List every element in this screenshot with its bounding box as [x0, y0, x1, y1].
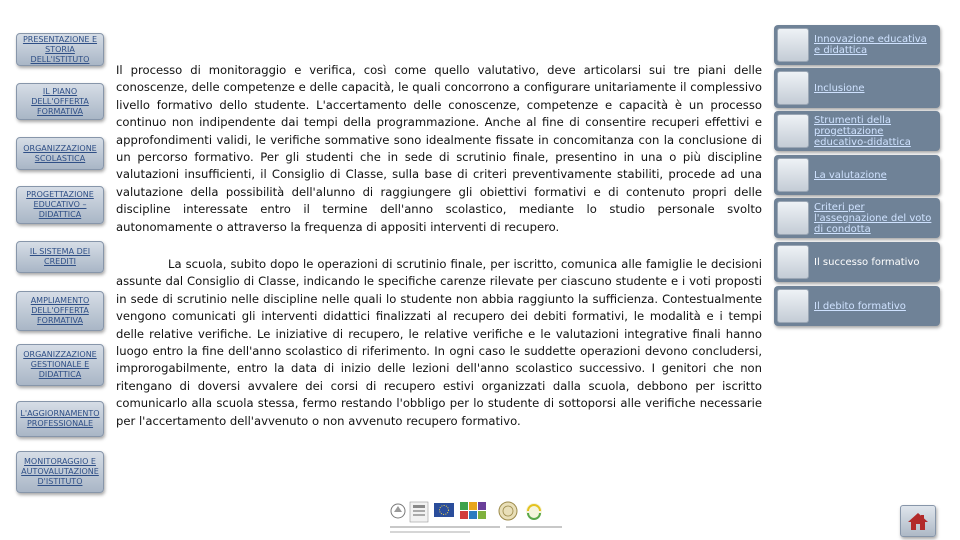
nav-label: PROGETTAZIONE EDUCATIVO – DIDATTICA	[26, 190, 94, 219]
rnav-innovazione[interactable]	[774, 25, 940, 65]
programme-logo	[460, 502, 486, 519]
nav-label: IL PIANO DELL'OFFERTA FORMATIVA	[31, 86, 89, 116]
rnav-label: Innovazione educativa e didattica	[814, 34, 927, 56]
home-button[interactable]	[900, 505, 936, 537]
nav-label: L'AGGIORNAMENTO PROFESSIONALE	[20, 409, 100, 428]
rnav-debito-formativo[interactable]	[774, 286, 940, 326]
nav-label: AMPLIAMENTO DELL'OFFERTA FORMATIVA	[30, 296, 90, 325]
nav-label: ORGANIZZAZIONE GESTIONALE E DIDATTICA	[23, 350, 97, 379]
institution-logos	[388, 498, 564, 538]
nav-label: IL SISTEMA DEI CREDITI	[29, 247, 91, 266]
nav-piano-offerta-formativa[interactable]	[16, 83, 104, 120]
thumbnail-box	[777, 245, 809, 279]
nav-label: PRESENTAZIONE E STORIA DELL'ISTITUTO	[22, 34, 98, 64]
content-paragraph-2: La scuola, subito dopo le operazioni di scrutinio finale, per iscritto, comunica alle famiglie le decisioni assunte dal Consiglio di Classe, indicando le specifiche carenze rilevate per ciascuno studente e i voti proposti in sede di scrutinio nelle discipline nelle quali lo studente non abbia raggiunto la sufficienza. Contestualmente vengono comunicati gli interventi didattici finalizzati al recupero dei debiti formativi, le modalità e i tempi delle relative verifiche. Le iniziative di recupero, le relative verifiche e le valutazioni integrative finali hanno luogo entro la fine dell'anno scolastico di riferimento. In ogni caso le suddette operazioni devono concludersi, improrogabilmente, entro la data di inizio delle lezioni dell'anno scolastico successivo. I genitori che non ritengano di doversi avvalere dei corsi di recupero estivi organizzati dalla scuola, debbono per iscritto comunicarlo alla scuola stessa, fermo restando l'obbligo per lo studente di sottoporsi alle verifiche necessarie per l'accertamento dell'avvenuto o non avvenuto recupero formativo.	[116, 257, 762, 428]
nav-organizzazione-gestionale[interactable]	[16, 344, 104, 386]
nav-ampliamento-offerta[interactable]	[16, 291, 104, 331]
seal-logo	[499, 502, 517, 520]
thumbnail-box	[777, 28, 809, 62]
nav-label: ORGANIZZAZIONE SCOLASTICA	[23, 143, 97, 163]
nav-presentazione-storia[interactable]	[16, 33, 104, 66]
nav-sistema-crediti[interactable]	[16, 241, 104, 273]
rnav-label: Criteri per l'assegnazione del voto di condotta	[814, 201, 932, 235]
thumbnail-box	[777, 114, 809, 148]
thumbnail-box	[777, 201, 809, 235]
home-icon	[907, 511, 929, 531]
nav-progettazione-educativo-didattica[interactable]	[16, 186, 104, 224]
region-logo	[526, 503, 542, 519]
rnav-label: Inclusione	[814, 82, 865, 94]
italian-emblem-logo	[391, 504, 405, 518]
rnav-label: Il successo formativo	[814, 256, 920, 268]
nav-monitoraggio-autovalutazione[interactable]	[16, 451, 104, 493]
eu-flag-logo	[434, 503, 454, 517]
rnav-strumenti-progettazione[interactable]	[774, 111, 940, 151]
nav-aggiornamento-professionale[interactable]	[16, 401, 104, 437]
rnav-voto-condotta[interactable]	[774, 198, 940, 238]
content-paragraph-1: Il processo di monitoraggio e verifica, così come quello valutativo, deve articolarsi sui tre piani delle conoscenze, delle competenze e delle capacità, le quali concorrono a configurare unitariamente il complessivo livello formativo dello studente. L'accertamento delle conoscenze, competenze e capacità è un processo continuo non indipendente dai tempi della programmazione. Anche al fine di consentire recuperi effettivi e approfondimenti validi, le verifiche sommative sono idealmente fissate in concomitanza con la conclusione di un percorso formativo. Per gli studenti che in sede di scrutinio finale, presentino in una o più discipline valutazioni insufficienti, il Consiglio di Classe, sulla base di criteri preventivamente stabiliti, procede ad una valutazione della possibilità dell'alunno di raggiungere gli obiettivi formativi e di contenuto propri delle discipline interessate entro il termine dell'anno scolastico, mediante lo studio personale svolto autonomamente o attraverso la frequenza di appositi interventi di recupero.	[116, 63, 762, 234]
rnav-valutazione[interactable]	[774, 155, 940, 195]
rnav-successo-formativo[interactable]	[774, 242, 940, 282]
school-logo	[410, 502, 428, 522]
rnav-label: La valutazione	[814, 169, 887, 181]
rnav-label: Il debito formativo	[814, 300, 906, 312]
rnav-label: Strumenti della progettazione educativo-didattica	[814, 114, 911, 148]
nav-label: MONITORAGGIO E AUTOVALUTAZIONE D'ISTITUTO	[21, 457, 99, 486]
thumbnail-box	[777, 71, 809, 105]
nav-organizzazione-scolastica[interactable]	[16, 137, 104, 170]
rnav-inclusione[interactable]	[774, 68, 940, 108]
thumbnail-box	[777, 158, 809, 192]
thumbnail-box	[777, 289, 809, 323]
